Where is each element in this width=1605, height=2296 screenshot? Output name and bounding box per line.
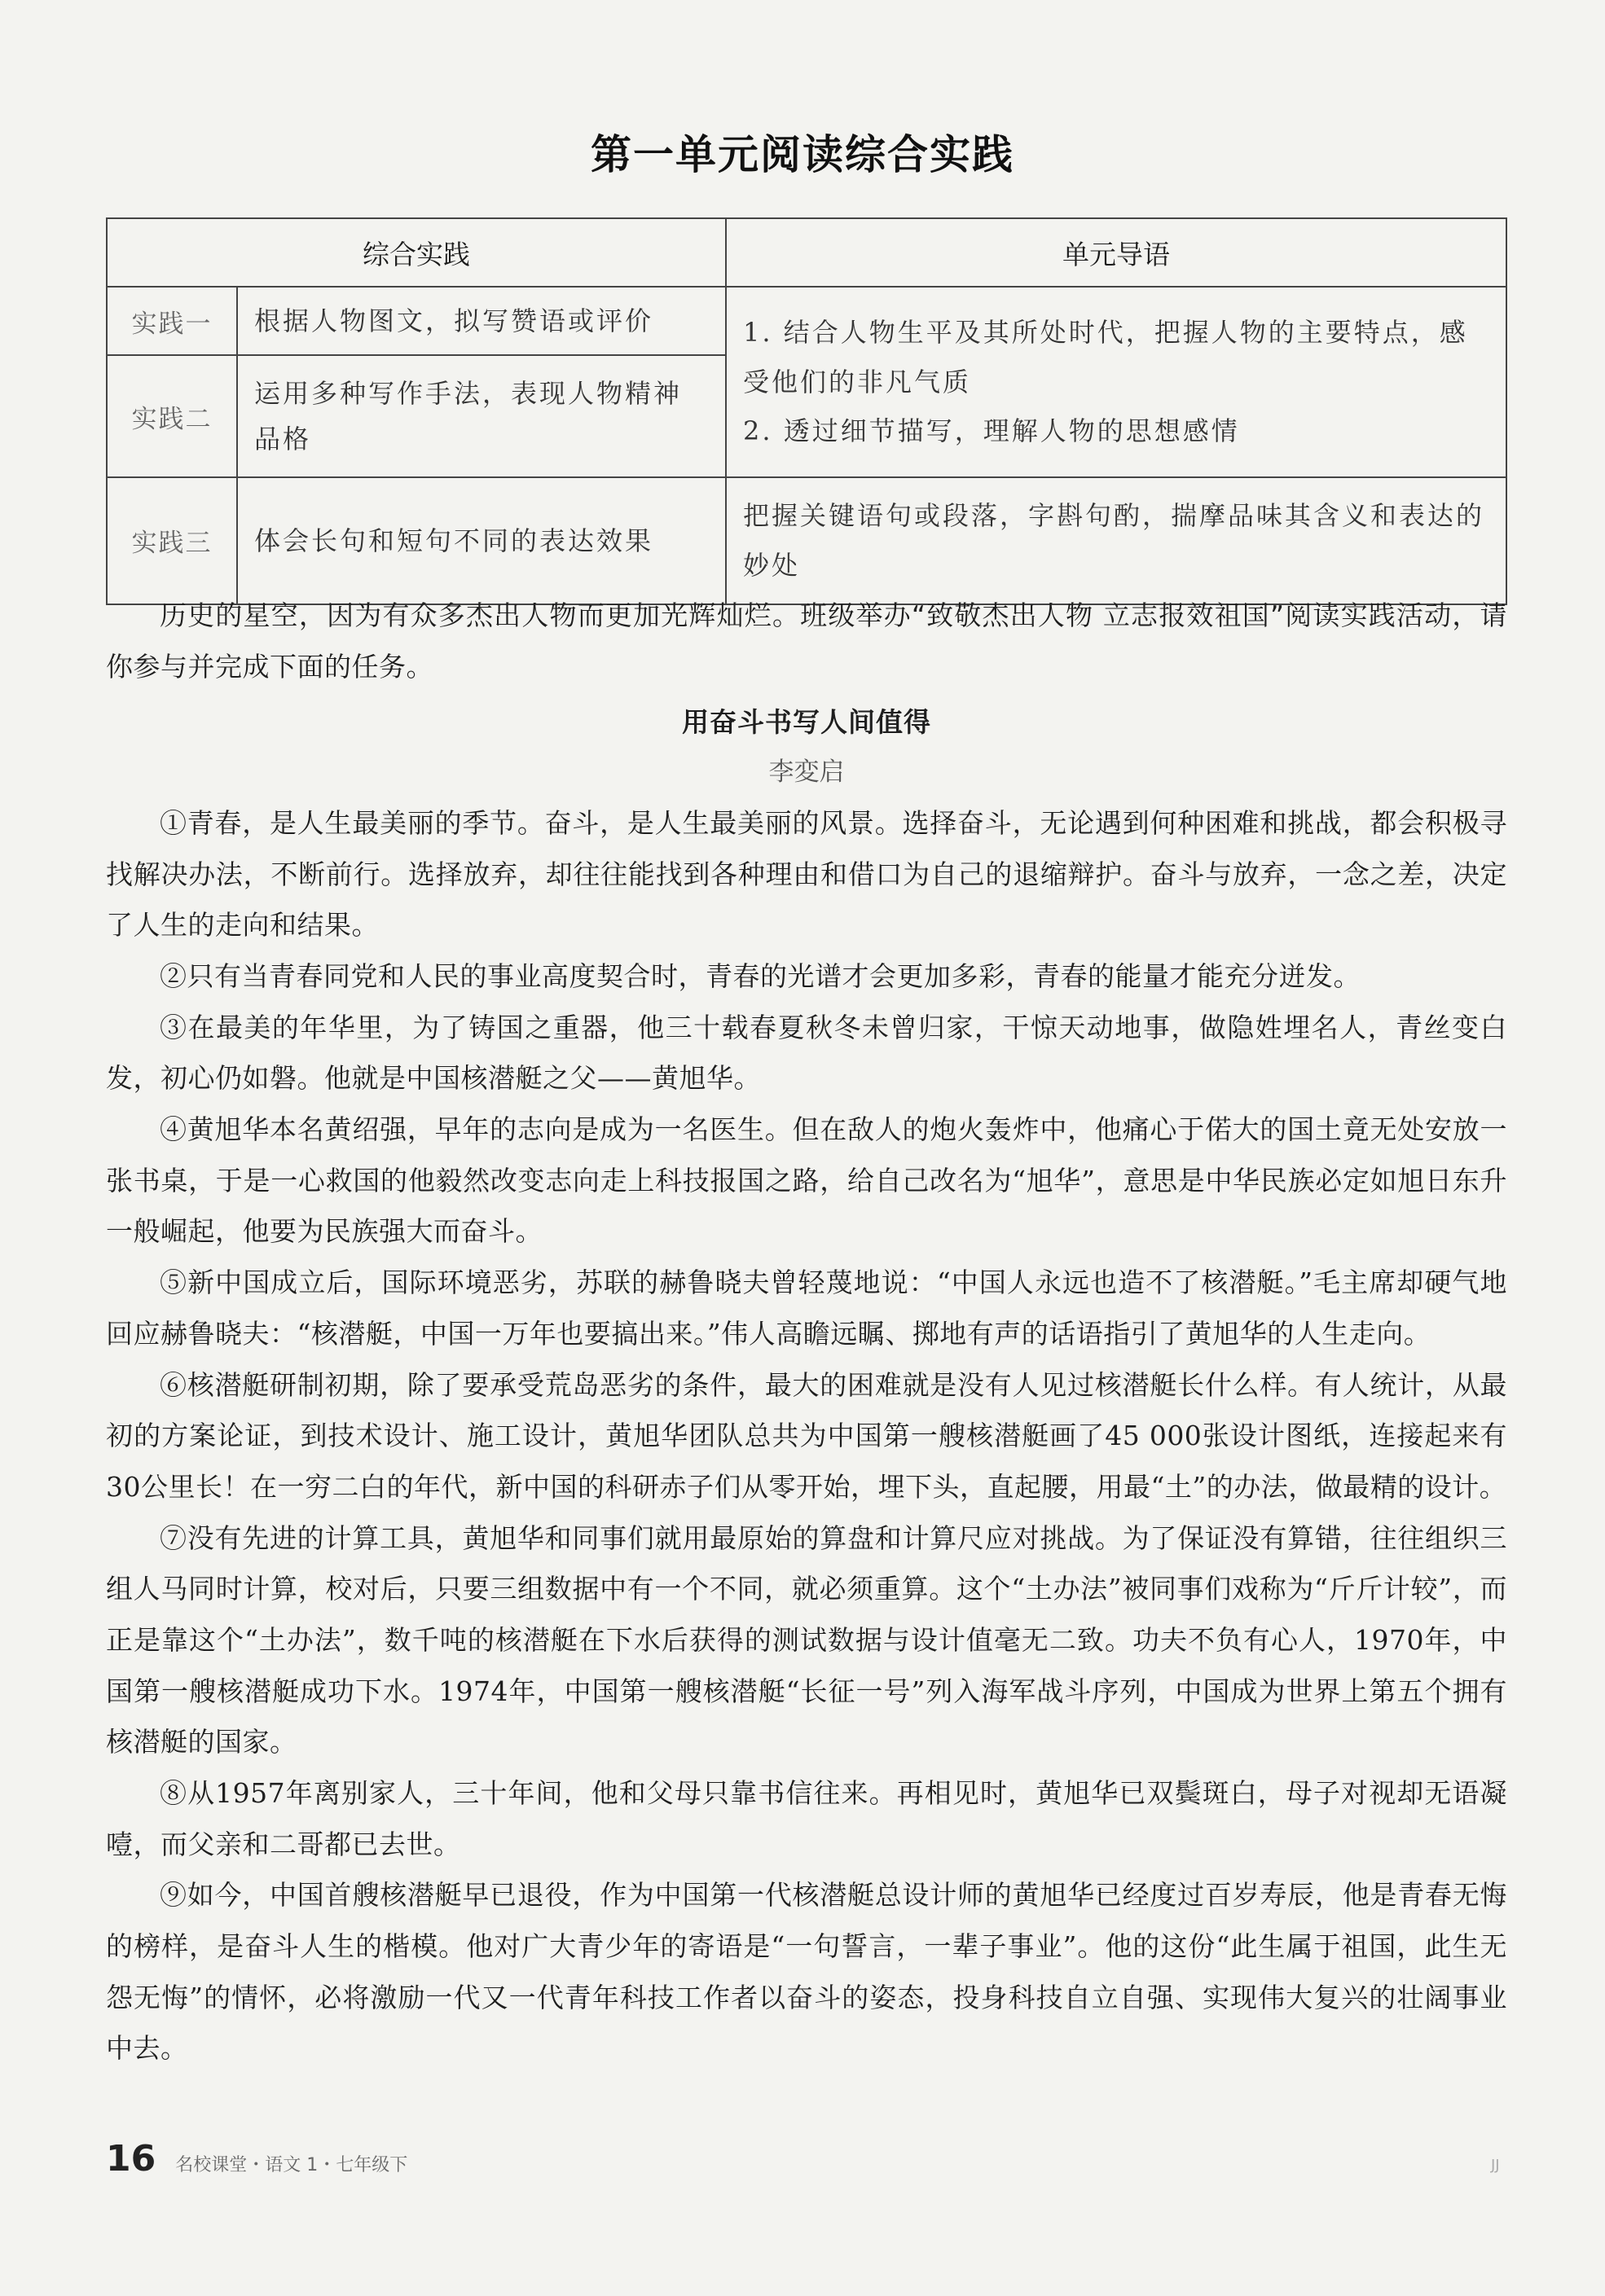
table-row [107,477,1506,604]
article-paragraph-8: ⑧从1957年离别家人，三十年间，他和父母只靠书信往来。再相见时，黄旭华已双鬓斑白，母子对视却无语凝噎，而父亲和二哥都已去世。 [106,1777,1507,1860]
row-label-2: 实践二 [107,355,237,477]
guide-item-2: 2. 透过细节描写，理解人物的思想感情 [743,415,1240,447]
guide-cell-2: 把握关键语句或段落，字斟句酌，揣摩品味其含义和表达的妙处 [726,477,1506,604]
unit-overview-table [106,217,1507,605]
page-number: 16 [106,2138,156,2180]
row-label-1: 实践一 [107,287,237,355]
row-task-3: 体会长句和短句不同的表达效果 [237,477,726,604]
guide-item-1: 1. 结合人物生平及其所处时代，把握人物的主要特点，感受他们的非凡气质 [743,316,1468,397]
article-paragraph-1: ①青春，是人生最美丽的季节。奋斗，是人生最美丽的风景。选择奋斗，无论遇到何种困难和挑战，都会积极寻找解决办法，不断前行。选择放弃，却往往能找到各种理由和借口为自己的退缩辩护。奋斗与放弃，一念之差，决定了人生的走向和结果。 [106,806,1507,942]
article-author: 李変启 [768,757,845,788]
page-title: 第一单元阅读综合实践 [591,131,1014,178]
book-series-label: 名校课堂・语文 1・七年级下 [175,2155,408,2175]
row-label-3: 实践三 [107,477,237,604]
row-task-1: 根据人物图文，拟写赞语或评价 [237,287,726,355]
article-paragraph-2: ②只有当青春同党和人民的事业高度契合时，青春的光谱才会更加多彩，青春的能量才能充分迸发。 [160,960,1361,993]
article-paragraph-9: ⑨如今，中国首艘核潜艇早已退役，作为中国第一代核潜艇总设计师的黄旭华已经度过百岁寿辰，他是青春无悔的榜样，是奋斗人生的楷模。他对广大青少年的寄语是“一句誓言，一辈子事业”。他的这份“此生属于祖国，此生无怨无悔”的情怀，必将激励一代又一代青年科技工作者以奋斗的姿态，投身科技自立自强、实现伟大复兴的壮阔事业中去。 [106,1879,1507,2065]
footer-mark: JJ [1491,2157,1500,2174]
reading-section [106,590,1507,2074]
intro-paragraph: 历史的星空，因为有众多杰出人物而更加光辉灿烂。班级举办“致敬杰出人物 立志报效祖国”阅读实践活动，请你参与并完成下面的任务。 [106,599,1507,683]
header-practice: 综合实践 [107,218,726,287]
article-paragraph-3: ③在最美的年华里，为了铸国之重器，他三十载春夏秋冬未曾归家，干惊天动地事，做隐姓埋名人，青丝变白发，初心仍如磐。他就是中国核潜艇之父——黄旭华。 [106,1011,1507,1095]
header-guide: 单元导语 [726,218,1506,287]
row-task-2: 运用多种写作手法，表现人物精神品格 [237,355,726,477]
page-footer [106,2138,407,2180]
article-paragraph-6: ⑥核潜艇研制初期，除了要承受荒岛恶劣的条件，最大的困难就是没有人见过核潜艇长什么样。有人统计，从最初的方案论证，到技术设计、施工设计，黄旭华团队总共为中国第一艘核潜艇画了45 000张设计图纸，连接起来有30公里长！在一穷二白的年代，新中国的科研赤子们从零开始，埋下头，直起腰，用最“土”的办法，做最精的设计。 [106,1368,1507,1503]
article-paragraph-4: ④黄旭华本名黄绍强，早年的志向是成为一名医生。但在敌人的炮火轰炸中，他痛心于偌大的国土竟无处安放一张书桌，于是一心救国的他毅然改变志向走上科技报国之路，给自己改名为“旭华”，意思是中华民族必定如旭日东升一般崛起，他要为民族强大而奋斗。 [106,1113,1507,1248]
article-paragraph-7: ⑦没有先进的计算工具，黄旭华和同事们就用最原始的算盘和计算尺应对挑战。为了保证没有算错，往往组织三组人马同时计算，校对后，只要三组数据中有一个不同，就必须重算。这个“土办法”被同事们戏称为“斤斤计较”，而正是靠这个“土办法”，数千吨的核潜艇在下水后获得的测试数据与设计值毫无二致。功夫不负有心人，1970年，中国第一艘核潜艇成功下水。1974年，中国第一艘核潜艇“长征一号”列入海军战斗序列，中国成为世界上第五个拥有核潜艇的国家。 [106,1521,1507,1758]
table-row [107,287,1506,355]
table-header-row [107,218,1506,287]
guide-cell-1 [726,287,1506,477]
article-title: 用奋斗书写人间值得 [682,706,931,739]
article-paragraph-5: ⑤新中国成立后，国际环境恶劣，苏联的赫鲁晓夫曾轻蔑地说：“中国人永远也造不了核潜艇。”毛主席却硬气地回应赫鲁晓夫：“核潜艇，中国一万年也要搞出来。”伟人高瞻远瞩、掷地有声的话语指引了黄旭华的人生走向。 [106,1267,1507,1350]
